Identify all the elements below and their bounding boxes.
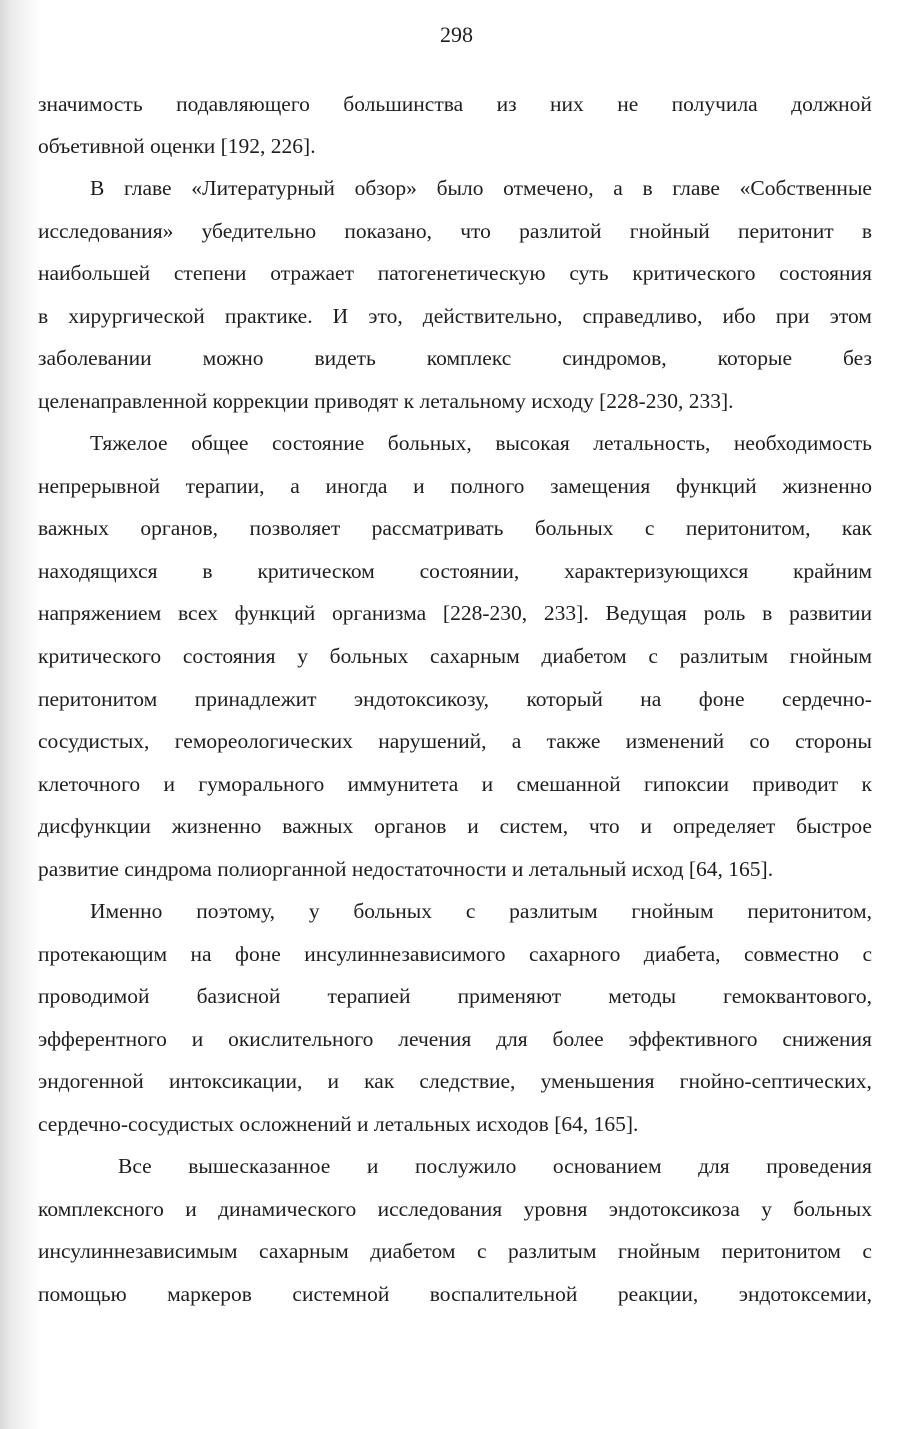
word: Все — [118, 1154, 152, 1178]
word: гнойным — [631, 899, 714, 923]
word: помощью — [38, 1282, 127, 1306]
word: и — [163, 772, 175, 796]
word: главе — [672, 176, 720, 200]
word: эндотоксемии, — [738, 1282, 872, 1306]
word: с — [648, 644, 658, 668]
text-line — [38, 216, 872, 246]
word: на — [640, 687, 662, 711]
word: диабетом — [541, 644, 627, 668]
text-line — [38, 1066, 872, 1096]
text-line — [38, 1236, 872, 1266]
word: которые — [717, 346, 793, 370]
word: с — [862, 942, 872, 966]
word: гнойный — [629, 219, 710, 243]
word: реакции, — [617, 1282, 699, 1306]
word: диабетом — [370, 1239, 456, 1263]
word: к — [861, 772, 872, 796]
word: эндотоксикозу, — [353, 687, 489, 711]
word: степени — [173, 261, 247, 285]
text-line: развитие синдрома полиорганной недостаточности и летальный исход [64, 165]. — [38, 857, 774, 881]
word: вышесказанное — [188, 1154, 331, 1178]
word: функций — [234, 601, 316, 625]
word: сердечно- — [781, 687, 872, 711]
word: и — [640, 814, 653, 838]
word: сахарным — [259, 1239, 349, 1263]
word: и — [481, 772, 494, 796]
word: сахарным — [430, 644, 520, 668]
word: эндогенной — [38, 1069, 144, 1093]
word: больных — [793, 1197, 872, 1221]
word: напряжением — [38, 601, 162, 625]
word: роль — [703, 601, 746, 625]
text-line — [38, 89, 872, 119]
text-line — [38, 981, 872, 1011]
word: это, — [368, 304, 403, 328]
word: находящихся — [38, 559, 158, 583]
word: без — [842, 346, 872, 370]
word: состояния — [779, 261, 872, 285]
text-line — [38, 471, 872, 501]
word: что — [588, 814, 620, 838]
word: патогенетическую — [377, 261, 546, 285]
word: разлитым — [508, 1239, 597, 1263]
word: органов, — [140, 516, 219, 540]
word: систем, — [499, 814, 569, 838]
word: состоянии, — [419, 559, 520, 583]
text-line — [38, 1024, 872, 1054]
word: организма — [332, 601, 427, 625]
word: жизненно — [171, 814, 262, 838]
word: дисфункции — [38, 814, 151, 838]
word: приводит — [752, 772, 839, 796]
word: обзор» — [354, 176, 417, 200]
word: динамического — [218, 1197, 357, 1221]
word: сахарного — [528, 942, 621, 966]
word: снижения — [782, 1027, 872, 1051]
word: «Собственные — [739, 176, 872, 200]
word: проведения — [766, 1154, 872, 1178]
text-line — [38, 513, 872, 543]
text-line — [38, 301, 872, 331]
text-line — [38, 556, 872, 586]
word: замещения — [550, 474, 651, 498]
text-line — [90, 896, 872, 926]
word: эфферентного — [38, 1027, 167, 1051]
word: терапии, — [185, 474, 265, 498]
word: рассматривать — [371, 516, 504, 540]
word: разлитым — [509, 899, 598, 923]
text-line — [118, 1151, 872, 1181]
word: для — [496, 1027, 528, 1051]
word: гемоквантового, — [723, 984, 872, 1008]
word: действительно, — [422, 304, 563, 328]
word: справедливо, — [582, 304, 703, 328]
text-line — [90, 428, 872, 458]
word: в — [762, 601, 773, 625]
word: следствие, — [419, 1069, 516, 1093]
word: суть — [569, 261, 609, 285]
word: комплексного — [38, 1197, 164, 1221]
word: как — [841, 516, 872, 540]
word: позволяет — [249, 516, 341, 540]
text-line — [38, 726, 872, 756]
word: у — [761, 1197, 772, 1221]
word: у — [297, 644, 308, 668]
word: лечения — [398, 1027, 472, 1051]
word: значимость — [38, 92, 143, 116]
text-line — [38, 641, 872, 671]
word: и — [185, 1197, 197, 1221]
text-line — [38, 1194, 872, 1224]
word: клеточного — [38, 772, 141, 796]
word: перитонитом — [721, 1239, 841, 1263]
word: с — [862, 1239, 872, 1263]
word: состояния — [182, 644, 276, 668]
word: нарушений, — [378, 729, 487, 753]
word: окислительного — [228, 1027, 374, 1051]
word: хирургической — [68, 304, 205, 328]
word: иногда — [325, 474, 388, 498]
word: 233]. — [543, 601, 589, 625]
word: совместно — [744, 942, 839, 966]
word: [228-230, — [442, 601, 528, 625]
word: критического — [38, 644, 162, 668]
word: исследования — [377, 1197, 503, 1221]
word: уровня — [523, 1197, 588, 1221]
word: гнойно-септических, — [679, 1069, 872, 1093]
word: полного — [450, 474, 525, 498]
word: перитонитом, — [685, 516, 811, 540]
word: более — [552, 1027, 604, 1051]
word: синдромов, — [562, 346, 667, 370]
word: них — [550, 92, 584, 116]
word: исследования» — [38, 219, 174, 243]
text-line — [90, 173, 872, 203]
word: поэтому, — [196, 899, 276, 923]
word: состояние — [271, 431, 365, 455]
word: воспалительной — [429, 1282, 578, 1306]
word: и — [366, 1154, 379, 1178]
word: стороны — [795, 729, 872, 753]
word: методы — [608, 984, 677, 1008]
word: а — [511, 729, 522, 753]
word: практике. — [224, 304, 313, 328]
word: и — [413, 474, 425, 498]
word: гемореологических — [174, 729, 353, 753]
word: отмечено, — [503, 176, 594, 200]
word: у — [308, 899, 320, 923]
word: должной — [791, 92, 872, 116]
word: определяет — [672, 814, 776, 838]
word: иммунитета — [347, 772, 459, 796]
word: критического — [632, 261, 756, 285]
word: перитонитом — [38, 687, 158, 711]
word: получила — [671, 92, 758, 116]
word: можно — [202, 346, 264, 370]
word: быстрое — [796, 814, 872, 838]
word: эндотоксикоза — [608, 1197, 740, 1221]
word: этом — [829, 304, 872, 328]
word: ибо — [722, 304, 756, 328]
word: гнойным — [789, 644, 872, 668]
word: убедительно — [201, 219, 317, 243]
word: эффективного — [628, 1027, 758, 1051]
word: всех — [177, 601, 218, 625]
word: в — [38, 304, 49, 328]
word: а — [290, 474, 300, 498]
word: видеть — [314, 346, 376, 370]
word: диабета, — [643, 942, 721, 966]
word: Именно — [90, 899, 163, 923]
word: перитонит — [738, 219, 834, 243]
word: разлитой — [519, 219, 602, 243]
word: интоксикации, — [168, 1069, 303, 1093]
text-line — [38, 684, 872, 714]
word: сосудистых, — [38, 729, 150, 753]
word: Тяжелое — [90, 431, 168, 455]
word: общее — [191, 431, 249, 455]
word: важных — [38, 516, 109, 540]
word: базисной — [196, 984, 281, 1008]
word: с — [465, 899, 476, 923]
text-line — [38, 1279, 872, 1309]
word: гнойным — [617, 1239, 701, 1263]
word: при — [775, 304, 810, 328]
word: изменений — [625, 729, 725, 753]
word: летальность, — [593, 431, 711, 455]
text-line — [38, 598, 872, 628]
word: В — [90, 176, 105, 200]
word: непрерывной — [38, 474, 160, 498]
word: со — [749, 729, 770, 753]
word: больных — [534, 516, 614, 540]
word: жизненно — [782, 474, 872, 498]
word: терапией — [327, 984, 411, 1008]
word: комплекс — [426, 346, 512, 370]
word: фоне — [235, 942, 281, 966]
word: фоне — [698, 687, 745, 711]
word: который — [526, 687, 603, 711]
scan-edge-shadow — [0, 0, 40, 1429]
text-line: сердечно-сосудистых осложнений и летальных исходов [64, 165]. — [38, 1112, 639, 1136]
word: в — [642, 176, 653, 200]
word: с — [644, 516, 655, 540]
word: высокая — [495, 431, 570, 455]
word: системной — [292, 1282, 390, 1306]
word: послужило — [414, 1154, 517, 1178]
word: инсулиннезависимым — [38, 1239, 238, 1263]
word: а — [613, 176, 623, 200]
word: принадлежит — [194, 687, 317, 711]
word: на — [190, 942, 212, 966]
word: было — [436, 176, 484, 200]
word: «Литературный — [191, 176, 335, 200]
word: функций — [675, 474, 757, 498]
word: уменьшения — [540, 1069, 655, 1093]
word: показано, — [344, 219, 432, 243]
word: что — [460, 219, 491, 243]
word: в — [861, 219, 872, 243]
word: больных, — [387, 431, 472, 455]
word: важных — [282, 814, 354, 838]
word: крайним — [793, 559, 872, 583]
word: в — [202, 559, 213, 583]
word: критическом — [257, 559, 375, 583]
word: и — [191, 1027, 204, 1051]
word: протекающим — [38, 942, 168, 966]
word: разлитым — [679, 644, 769, 668]
text-line — [38, 343, 872, 373]
word: гипоксии — [643, 772, 729, 796]
word: применяют — [457, 984, 562, 1008]
word: органов — [374, 814, 447, 838]
word: необходимость — [733, 431, 872, 455]
word: больных — [329, 644, 409, 668]
word: гуморального — [198, 772, 325, 796]
word: и — [467, 814, 479, 838]
word: проводимой — [38, 984, 150, 1008]
word: заболевании — [38, 346, 152, 370]
word: из — [496, 92, 517, 116]
text-line — [38, 811, 872, 841]
text-line — [38, 769, 872, 799]
word: инсулиннезависимого — [304, 942, 506, 966]
word: большинства — [343, 92, 464, 116]
word: И — [332, 304, 349, 328]
text-line: объетивной оценки [192, 226]. — [38, 134, 316, 158]
word: Ведущая — [605, 601, 687, 625]
word: смешанной — [516, 772, 621, 796]
word: главе — [124, 176, 172, 200]
word: подавляющего — [176, 92, 310, 116]
text-line — [38, 939, 872, 969]
word: как — [364, 1069, 395, 1093]
word: характеризующихся — [564, 559, 749, 583]
word: перитонитом, — [747, 899, 872, 923]
word: с — [476, 1239, 487, 1263]
text-line: целенаправленной коррекции приводят к летальному исходу [228-230, 233]. — [38, 389, 734, 413]
text-line — [38, 258, 872, 288]
word: для — [698, 1154, 730, 1178]
word: также — [546, 729, 601, 753]
word: маркеров — [167, 1282, 252, 1306]
word: развитии — [789, 601, 872, 625]
word: больных — [353, 899, 433, 923]
word: не — [617, 92, 639, 116]
word: наибольшей — [38, 261, 151, 285]
word: отражает — [270, 261, 354, 285]
word: основанием — [552, 1154, 662, 1178]
word: и — [327, 1069, 339, 1093]
page-number: 298 — [440, 22, 473, 47]
